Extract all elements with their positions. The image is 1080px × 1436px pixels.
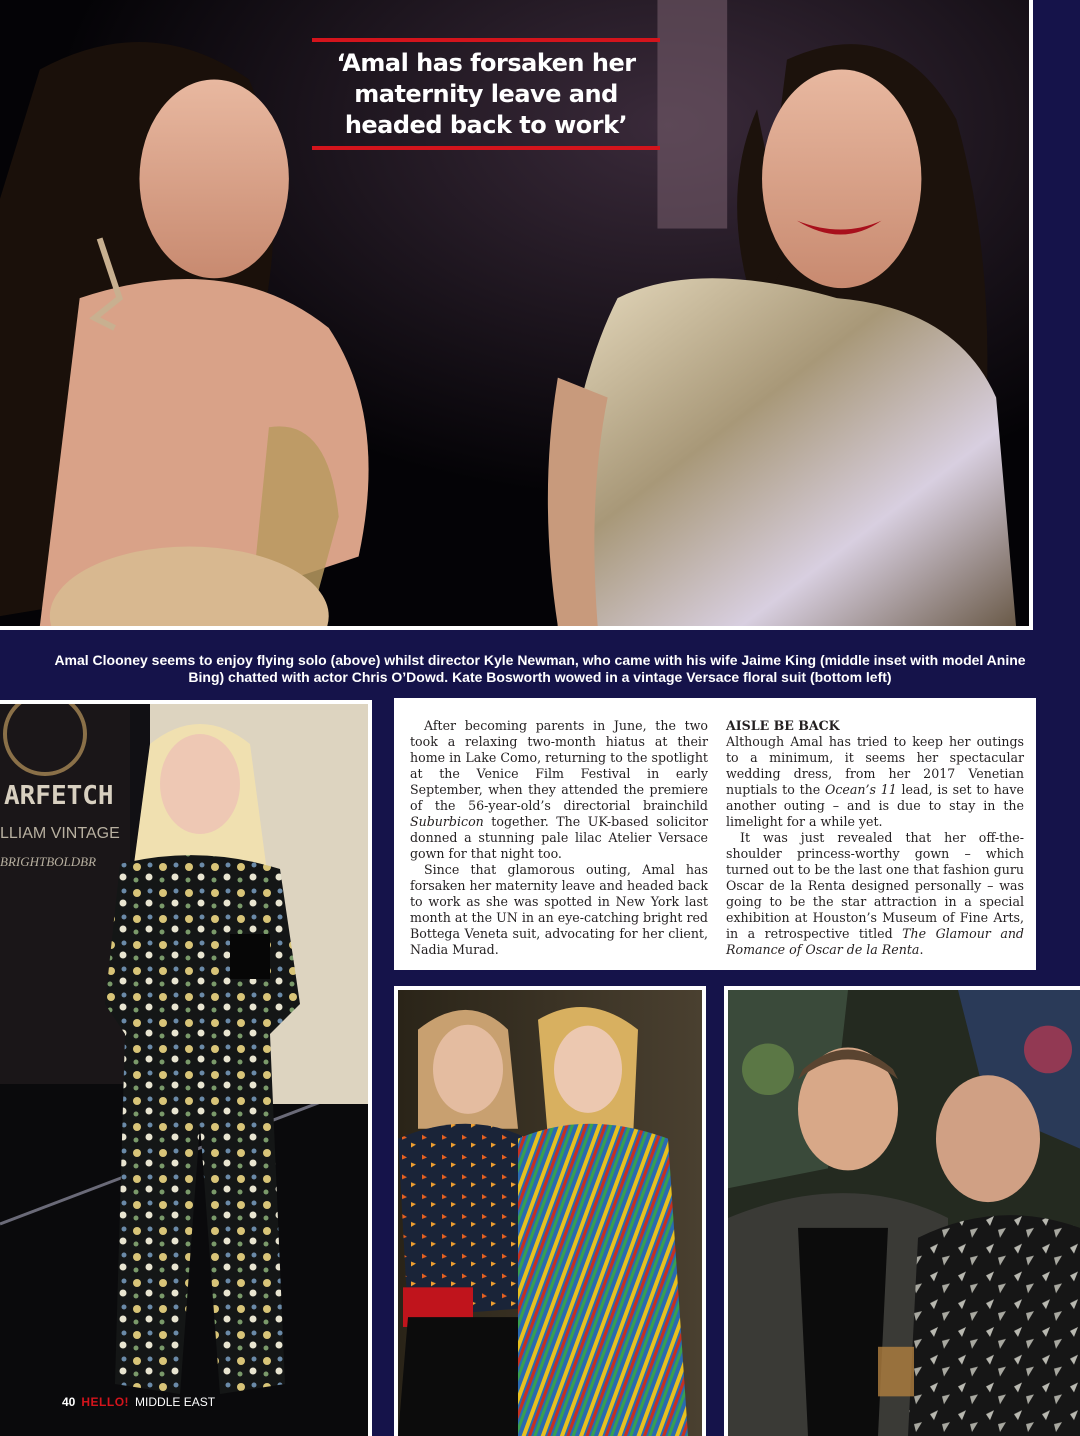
pull-quote-top-rule [312, 38, 660, 42]
article-paragraph [726, 830, 1024, 958]
pull-quote-bottom-rule [312, 146, 660, 150]
paragraph-text: After becoming parents in June, the two took a relaxing two-month hiatus at their home in Lake Como, returning to the spotlight at the Venice Film Festival in early September, when they attended the premiere of the 56-year-old’s directorial brainchild [410, 718, 708, 813]
jaime-king-anine-bing-photo [394, 986, 706, 1436]
article-body [394, 698, 1036, 970]
paragraph-text: It was just revealed that her off-the-shoulder princess-worthy gown – which turned out to be the last one that fashion guru Oscar de la Renta designed personally – was going to be the star attraction in a special exhibition at Houston’s Museum of Fine Arts, in a retrospective titled [726, 830, 1024, 941]
article-paragraph: Since that glamorous outing, Amal has forsaken her maternity leave and headed back to work as she was spotted in New York last month at the UN in an eye-catching bright red Bottega Veneta suit, advocating for her client, Nadia Murad. [410, 862, 708, 957]
kyle-newman-chris-odowd-photo [724, 986, 1080, 1436]
exhibition-title: The Glamour and Romance of Oscar de la Renta [726, 926, 1024, 957]
page-folio [62, 1395, 215, 1409]
magazine-edition: MIDDLE EAST [135, 1395, 216, 1409]
article-column-1 [410, 718, 708, 958]
film-title: Ocean’s 11 [825, 782, 897, 797]
article-paragraph [410, 718, 708, 862]
paragraph-text: Although Amal has tried to keep her outings to a minimum, it seems her spectacular wedding dress, from her 2017 Venetian nuptials to the [726, 734, 1024, 797]
kate-bosworth-photo [0, 700, 372, 1436]
article-paragraph [726, 734, 1024, 830]
magazine-brand: HELLO! [81, 1395, 130, 1409]
article-column-2 [726, 718, 1024, 958]
page-number: 40 [62, 1395, 76, 1409]
backdrop-line-1: ARFETCH [4, 781, 114, 811]
pull-quote [312, 38, 660, 150]
paragraph-text: together. The UK-based solicitor donned a stunning pale lilac Atelier Versace gown for that night too. [410, 814, 708, 861]
film-title: Suburbicon [410, 814, 484, 829]
backdrop-line-2: LLIAM VINTAGE [0, 825, 120, 842]
photo-caption: Amal Clooney seems to enjoy flying solo (above) whilst director Kyle Newman, who came with his wife Jaime King (middle inset with model Anine Bing) chatted with actor Chris O’Dowd. Kate Bosworth wowed in a vintage Versace floral suit (bottom left) [54, 652, 1026, 685]
pull-quote-text: ‘Amal has forsaken her maternity leave and headed back to work’ [336, 49, 636, 139]
article-subhead: AISLE BE BACK [726, 718, 840, 733]
paragraph-text: . [919, 942, 924, 957]
backdrop-line-3: BRIGHTBOLDBR [0, 854, 97, 869]
paragraph-text: lead, is set to have another outing – and is due to stay in the limelight for a while yet. [726, 782, 1024, 829]
